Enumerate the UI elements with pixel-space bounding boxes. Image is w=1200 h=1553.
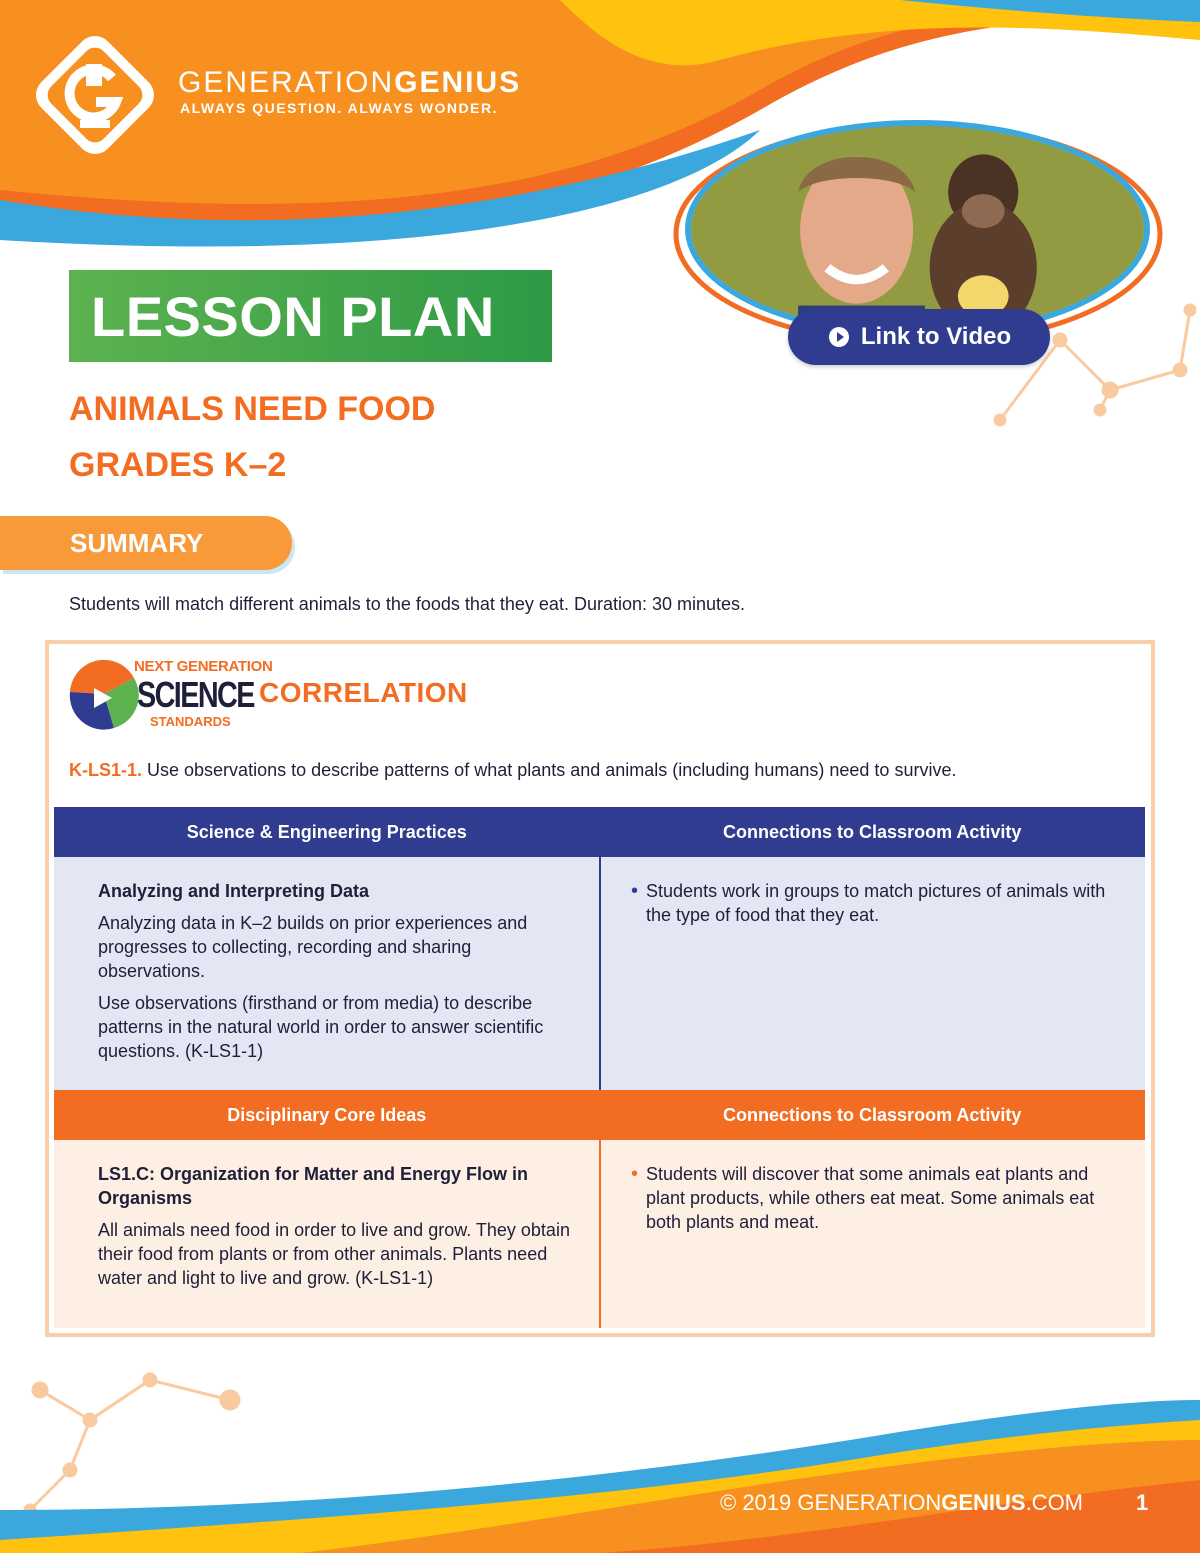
correlation-title: CORRELATION — [259, 677, 468, 708]
connection-text: Students will discover that some animals eat plants and plant products, while others eat meat. Some animals eat both plants and meat. — [646, 1164, 1095, 1232]
core-ideas-header: Disciplinary Core Ideas — [227, 1104, 427, 1125]
practices-header: Science & Engineering Practices — [186, 821, 467, 842]
link-to-video-label: Link to Video — [860, 323, 1012, 350]
connections-cell — [601, 1140, 1145, 1328]
connections-header: Connections to Classroom Activity — [723, 821, 1022, 842]
lesson-grades: GRADES K–2 — [69, 446, 287, 484]
page-number: 1 — [1136, 1490, 1149, 1515]
practices-heading: Analyzing and Interpreting Data — [98, 881, 370, 901]
practices-table-header — [54, 807, 1145, 857]
ngss-next-generation: NEXT GENERATION — [134, 658, 273, 675]
connection-text: Students work in groups to match pictures of animals with the type of food that they eat. — [646, 881, 1106, 925]
ngss-standards: STANDARDS — [150, 714, 231, 729]
standard-statement — [69, 760, 956, 781]
generation-genius-logo-icon — [28, 28, 162, 162]
standard-code: K-LS1-1. — [69, 760, 143, 780]
summary-heading: SUMMARY — [0, 516, 292, 570]
ngss-science: SCIENCE — [137, 674, 254, 715]
presenter-with-monkey-image — [691, 126, 1144, 332]
core-ideas-heading: LS1.C: Organization for Matter and Energy Flow in Organisms — [98, 1164, 529, 1208]
list-item — [631, 879, 1121, 927]
list-item — [631, 1162, 1121, 1234]
practices-paragraph: Analyzing data in K–2 builds on prior experiences and progresses to collecting, recording and sharing observations. — [98, 913, 528, 981]
core-ideas-paragraph: All animals need food in order to live and grow. They obtain their food from plants or from other animals. Plants need water and light to live and grow. (K-LS1-1) — [98, 1220, 570, 1288]
video-thumbnail[interactable] — [685, 120, 1150, 338]
practices-paragraph: Use observations (firsthand or from media) to describe patterns in the natural world in order to answer scientific questions. (K-LS1-1) — [98, 993, 544, 1061]
summary-text: Students will match different animals to the foods that they eat. Duration: 30 minutes. — [69, 594, 746, 614]
connections-cell — [601, 857, 1145, 1091]
brand-tagline: ALWAYS QUESTION. ALWAYS WONDER. — [180, 100, 498, 116]
lesson-title: ANIMALS NEED FOOD — [69, 390, 436, 428]
bullet-icon: • — [631, 1163, 639, 1185]
bullet-icon: • — [631, 880, 639, 902]
brand-name: GENERATIONGENIUS — [178, 66, 522, 99]
standard-text: Use observations to describe patterns of what plants and animals (including humans) need to survive. — [142, 760, 957, 780]
core-ideas-cell — [54, 1140, 601, 1328]
core-ideas-table-header — [54, 1090, 1145, 1140]
footer-copyright: © 2019 GENERATIONGENIUS.COM — [720, 1490, 1084, 1515]
core-ideas-table-row — [54, 1140, 1145, 1328]
link-to-video-button[interactable] — [788, 309, 1050, 365]
lesson-plan-banner: LESSON PLAN — [69, 270, 552, 362]
practices-table-row — [54, 857, 1145, 1091]
practices-cell — [54, 857, 601, 1091]
play-icon — [827, 325, 851, 349]
footer-wave-background — [0, 1380, 1200, 1553]
connections-header: Connections to Classroom Activity — [723, 1104, 1022, 1125]
